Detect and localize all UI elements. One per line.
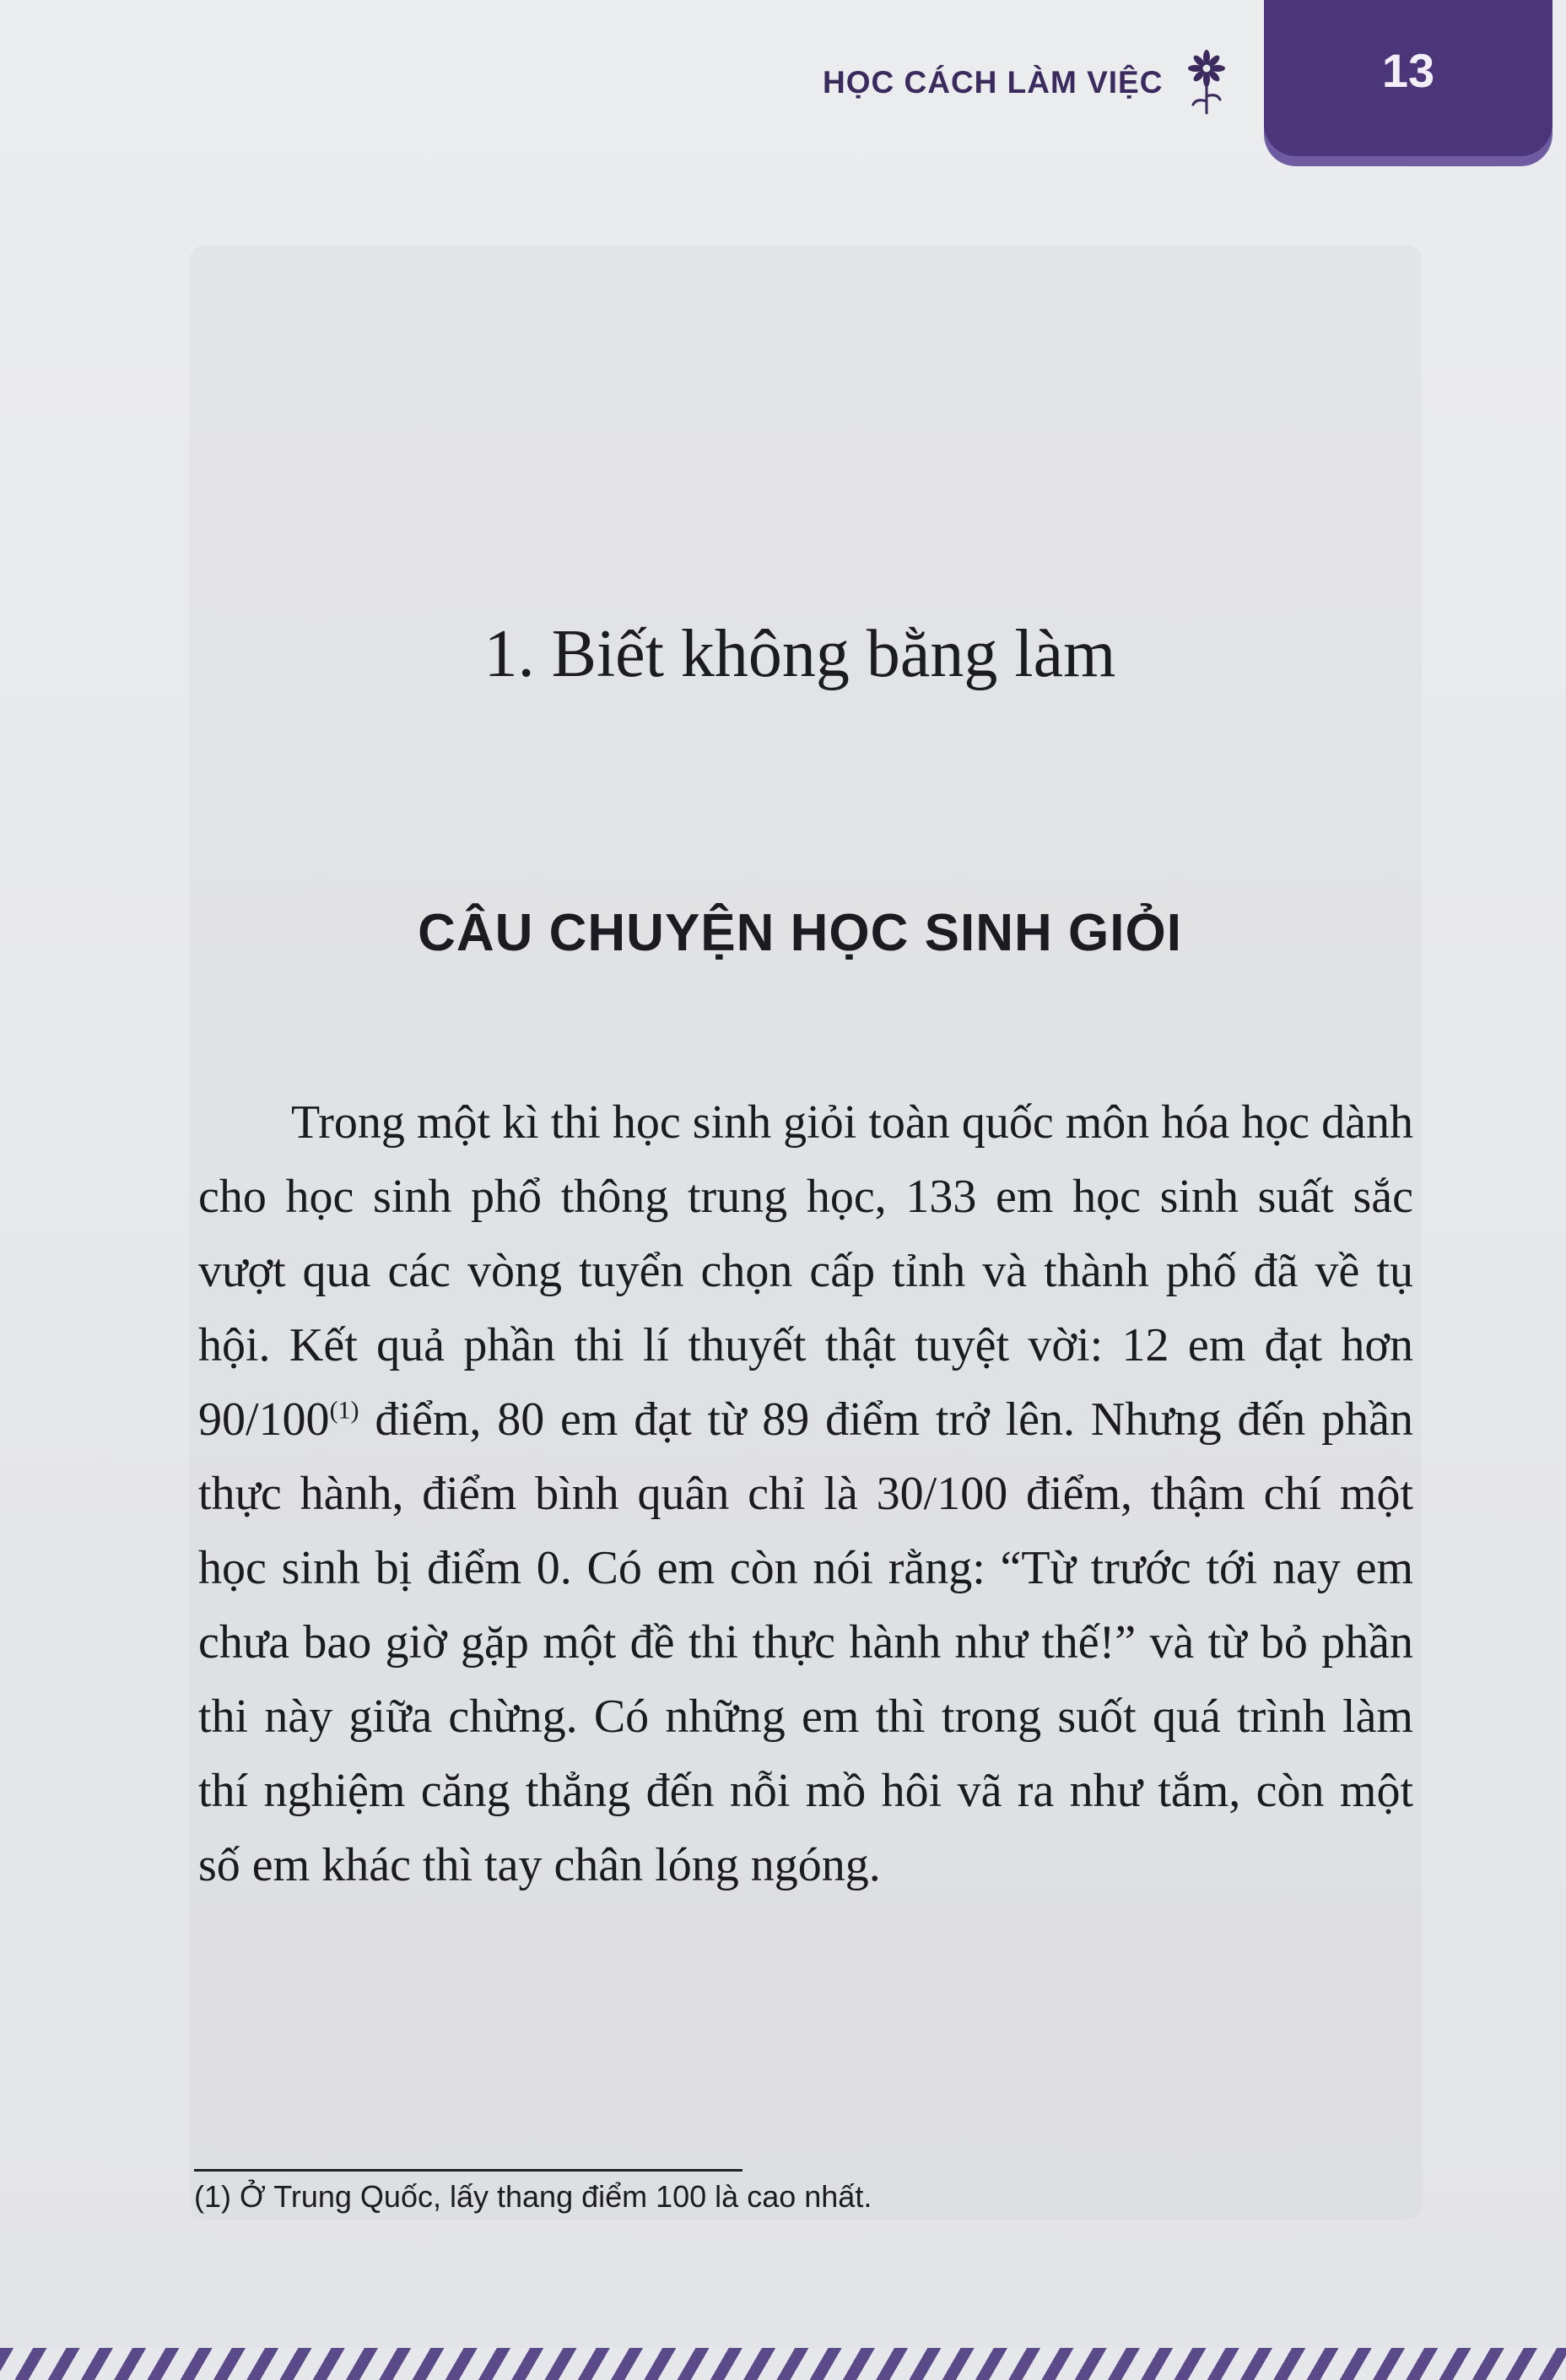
footnote: (1) Ở Trung Quốc, lấy thang điểm 100 là cao nhất. xyxy=(194,2179,872,2214)
body-text-part2: điểm, 80 em đạt từ 89 điểm trở lên. Nhưng đến phần thực hành, điểm bình quân chỉ là 30/100 điểm, thậm chí một học sinh bị điểm 0. Có em còn nói rằng: “Từ trước tới nay em chưa bao giờ gặp một đề thi thực hành như thế!” và từ bỏ phần thi này giữa chừng. Có những em thì trong suốt quá trình làm thí nghiệm căng thẳng đến nỗi mồ hôi vã ra như tắm, còn một số em khác thì tay chân lóng ngóng. xyxy=(198,1393,1413,1891)
footnote-reference[interactable]: (1) xyxy=(329,1396,359,1425)
page-number: 13 xyxy=(1381,44,1435,97)
section-heading: CÂU CHUYỆN HỌC SINH GIỎI xyxy=(418,904,1182,962)
footnote-divider xyxy=(194,2169,742,2172)
running-head xyxy=(823,57,1232,108)
chapter-title: 1. Biết không bằng làm xyxy=(483,617,1116,691)
page-number-tab xyxy=(1264,0,1552,156)
decorative-bottom-stripe xyxy=(0,2348,1566,2380)
flower-icon xyxy=(1181,49,1232,116)
body-text xyxy=(198,1085,1413,1902)
running-head-title: HỌC CÁCH LÀM VIỆC xyxy=(823,65,1164,100)
body-text-part1: Trong một kì thi học sinh giỏi toàn quốc môn hóa học dành cho học sinh phổ thông trung học, 133 em học sinh suất sắc vượt qua các vòng tuyển chọn cấp tỉnh và thành phố đã về tụ hội. Kết quả phần thi lí thuyết thật tuyệt vời: 12 em đạt hơn 90/100 xyxy=(198,1096,1413,1446)
body-paragraph xyxy=(198,1085,1413,1902)
